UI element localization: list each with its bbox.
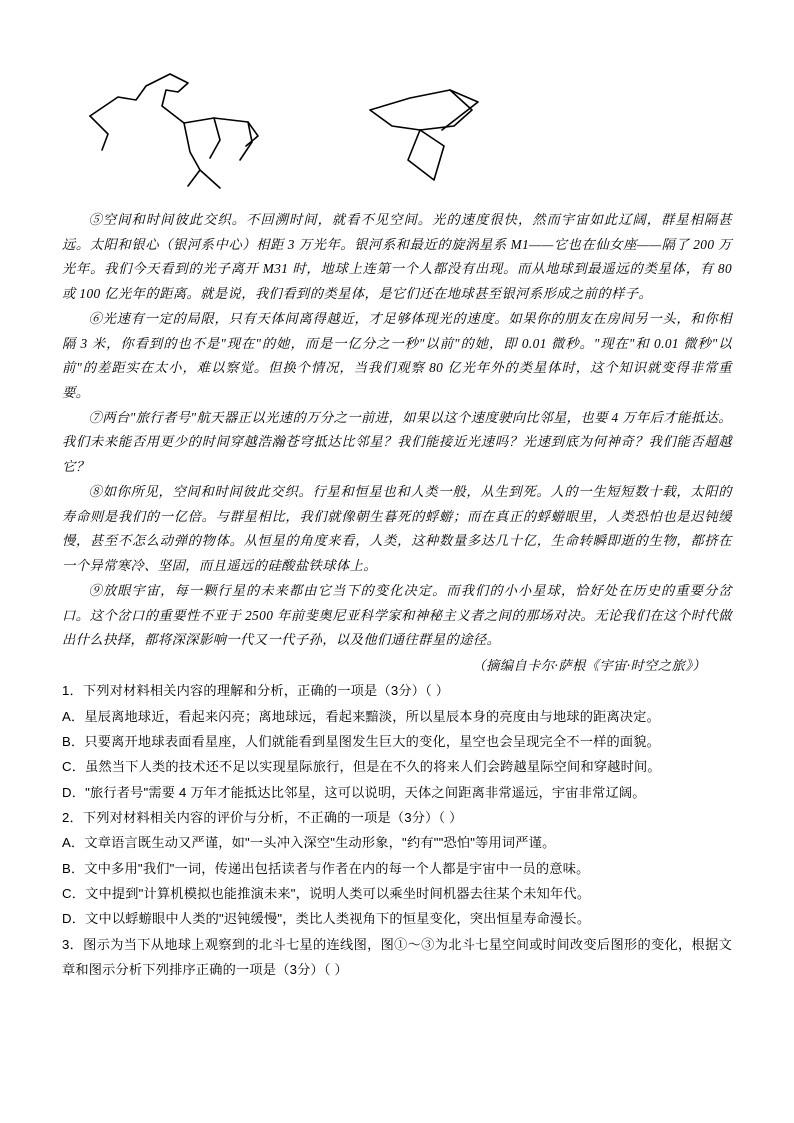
passage-source: （摘编自卡尔·萨根《宇宙·时空之旅》） — [472, 657, 706, 673]
question-1-option-a[interactable]: A．星辰离地球近，看起来闪亮；离地球远，看起来黯淡，所以星辰本身的亮度由与地球的距离决定。 — [62, 708, 661, 724]
question-3-stem: 3．图示为当下从地球上观察到的北斗七星的连线图，图①～③为北斗七星空间或时间改变后图形的变化，根据文章和图示分析下列排序正确的一项是（3分）（ ） — [62, 936, 732, 977]
question-1-option-b[interactable]: B．只要离开地球表面看星座，人们就能看到星图发生巨大的变化，星空也会呈现完全不一样的面貌。 — [62, 733, 661, 749]
left-shape-horse-figure — [90, 74, 258, 188]
question-1-option-c[interactable]: C．虽然当下人类的技术还不足以实现星际旅行，但是在不久的将来人们会跨越星际空间和穿越时间。 — [62, 759, 661, 775]
passage-paragraph-5: ⑤空间和时间彼此交织。不回溯时间，就看不见空间。光的速度很快，然而宇宙如此辽阔，群星相隔甚远。太阳和银心（银河系中心）相距 3 万光年。银河系和最近的旋涡星系 M1——它也在仙女座——隔了 200 万光年。我们今天看到的光子离开 M31 时，地球上连第一个人都没有出现。而从地球到最遥远的类星体，有 80 或 100 亿光年的距离。就是说，我们看到的类星体，是它们还在地球甚至银河系形成之前的样子。 — [62, 212, 732, 302]
right-shape-angular-figure — [370, 90, 478, 180]
question-2-option-b[interactable]: B．文中多用"我们"一词，传递出包括读者与作者在内的每一个人都是宇宙中一员的意味。 — [62, 860, 590, 876]
passage-paragraph-8: ⑧如你所见，空间和时间彼此交织。行星和恒星也和人类一般，从生到死。人的一生短短数十载，太阳的寿命则是我们的一亿倍。与群星相比，我们就像朝生暮死的蜉蝣；而在真正的蜉蝣眼里，人类恐怕也是迟钝缓慢，甚至不怎么动弹的物体。从恒星的角度来看，人类，这种数量多达几十亿，生命转瞬即逝的生物，都挤在一个异常寒冷、坚固，而且遥远的硅酸盐铁球体上。 — [62, 483, 732, 574]
question-2-option-a[interactable]: A．文章语言既生动又严谨，如"一头冲入深空"生动形象，"约有""恐怕"等用词严谨。 — [62, 835, 556, 851]
passage-paragraph-9: ⑨放眼宇宙，每一颗行星的未来都由它当下的变化决定。而我们的小小星球，恰好处在历史的重要分岔口。这个岔口的重要性不亚于 2500 年前斐奥尼亚科学家和神秘主义者之间的那场对决。无论我们在这个时代做出什么抉择，都将深深影响一代又一代子孙，以及他们通往群星的途径。 — [62, 582, 732, 648]
question-1-stem: 1．下列对材料相关内容的理解和分析，正确的一项是（3分）（ ） — [62, 683, 450, 699]
constellation-svg — [62, 30, 732, 208]
question-2-option-d[interactable]: D．文中以蜉蝣眼中人类的"迟钝缓慢"，类比人类视角下的恒星变化，突出恒星寿命漫长。 — [62, 911, 591, 927]
passage-paragraph-6: ⑥光速有一定的局限，只有天体间离得越近，才足够体现光的速度。如果你的朋友在房间另一头，和你相隔 3 米，你看到的也不是"现在"的她，而是一亿分之一秒"以前"的她，即 0.01 微秒。"现在"和 0.01 微秒"以前"的差距实在太小，难以察觉。但换个情况，当我们观察 80 亿光年外的类星体时，这个知识就变得非常重要。 — [62, 310, 732, 401]
question-2-option-c[interactable]: C．文中提到"计算机模拟也能推演未来"，说明人类可以乘坐时间机器去往某个未知年代。 — [62, 885, 591, 901]
constellation-figure — [62, 30, 732, 208]
question-1-option-d[interactable]: D．"旅行者号"需要 4 万年才能抵达比邻星，这可以说明，天体之间距离非常遥远，宇宙非常辽阔。 — [62, 784, 646, 800]
question-2-stem: 2．下列对材料相关内容的评价与分析，不正确的一项是（3分）（ ） — [62, 809, 463, 825]
question-list — [62, 678, 732, 982]
passage-paragraph-7: ⑦两台"旅行者号"航天器正以光速的万分之一前进，如果以这个速度驶向比邻星，也要 4 万年后才能抵达。我们未来能否用更少的时间穿越浩瀚苍穹抵达比邻星？我们能接近光速吗？光速到底为何神奇？我们能否超越它？ — [62, 409, 732, 475]
